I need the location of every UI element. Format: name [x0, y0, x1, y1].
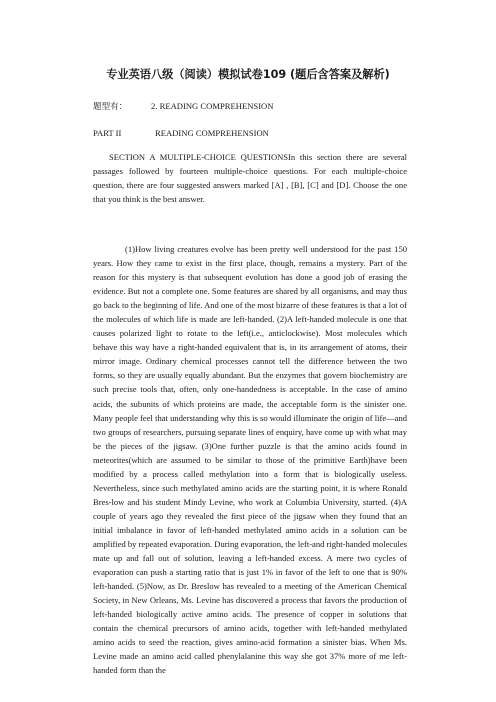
document-title: 专业英语八级（阅读）模拟试卷109 (题后含答案及解析): [106, 68, 390, 81]
section-instructions: SECTION A MULTIPLE-CHOICE QUESTIONSIn this section there are several passages followed by fourteen multiple-choice questions. For each multiple-choice question, there are four suggested answers marked [A] , [B], [C] and [D]. Choose the one that you think is the best answer.: [93, 152, 407, 205]
part-value: READING COMPREHENSION: [155, 128, 269, 138]
part-label: PART II: [93, 128, 122, 138]
question-type-line: [93, 100, 273, 112]
reading-passage: (1)How living creatures evolve has been pretty well understood for the past 150 years. How they came to exist in the first place, though, remains a mystery. Part of the reason for this mystery is that subsequent evolution has done a good job of erasing the evidence. But not a complete one. Some features are shared by all organisms, and may thus go back to the beginning of life. And one of the most bizarre of these features is that a lot of the molecules of which life is made are left-handed. (2)A left-handed molecule is one that causes polarized light to rotate to the left(i.e., anticlockwise). Most molecules which behave this way have a right-handed equivalent that is, in its arrangement of atoms, their mirror image. Ordinary chemical processes cannot tell the difference between the two forms, so they are usually equally abundant. But the enzymes that govern biochemistry are such precise tools that, often, only one-handedness is acceptable. In the case of amino acids, the subunits of which proteins are made, the acceptable form is the sinister one. Many people feel that understanding why this is so would illuminate the origin of life—and two groups of researchers, pursuing separate lines of enquiry, have come up with what may be the pieces of the jigsaw. (3)One further puzzle is that the amino acids found in meteorites(which are assumed to be similar to those of the primitive Earth)have been modified by a process called methylation into a form that is biologically useless. Nevertheless, since such methylated amino acids are the starting point, it is where Ronald Bres-low and his student Mindy Levine, who work at Columbia University, started. (4)A couple of years ago they revealed the first piece of the jigsaw when they found that an initial imbalance in favor of left-handed methylated amino acids in a solution can be amplified by repeated evaporation. During evaporation, the left-and right-handed molecules mate up and fall out of solution, leaving a left-handed excess. A mere two cycles of evaporation can push a starting ratio that is just 1% in favor of the left to one that is 90% left-handed. (5)Now, as Dr. Breslow has revealed to a meeting of the American Chemical Society, in New Orleans, Ms. Levine has discovered a process that favors the production of left-handed biologically active amino acids. The presence of copper in solutions that contain the chemical precursors of amino acids, together with left-handed methylated amino acids to seed the reaction, gives amino-acid formation a sinister bias. When Ms. Levine made an amino acid called phenylalanine this way she got 37% more of me left-handed form than the: [93, 244, 408, 676]
part-line: [93, 128, 269, 138]
question-type-value: 2. READING COMPREHENSION: [151, 101, 274, 111]
question-type-label: 题型有：: [93, 101, 128, 111]
